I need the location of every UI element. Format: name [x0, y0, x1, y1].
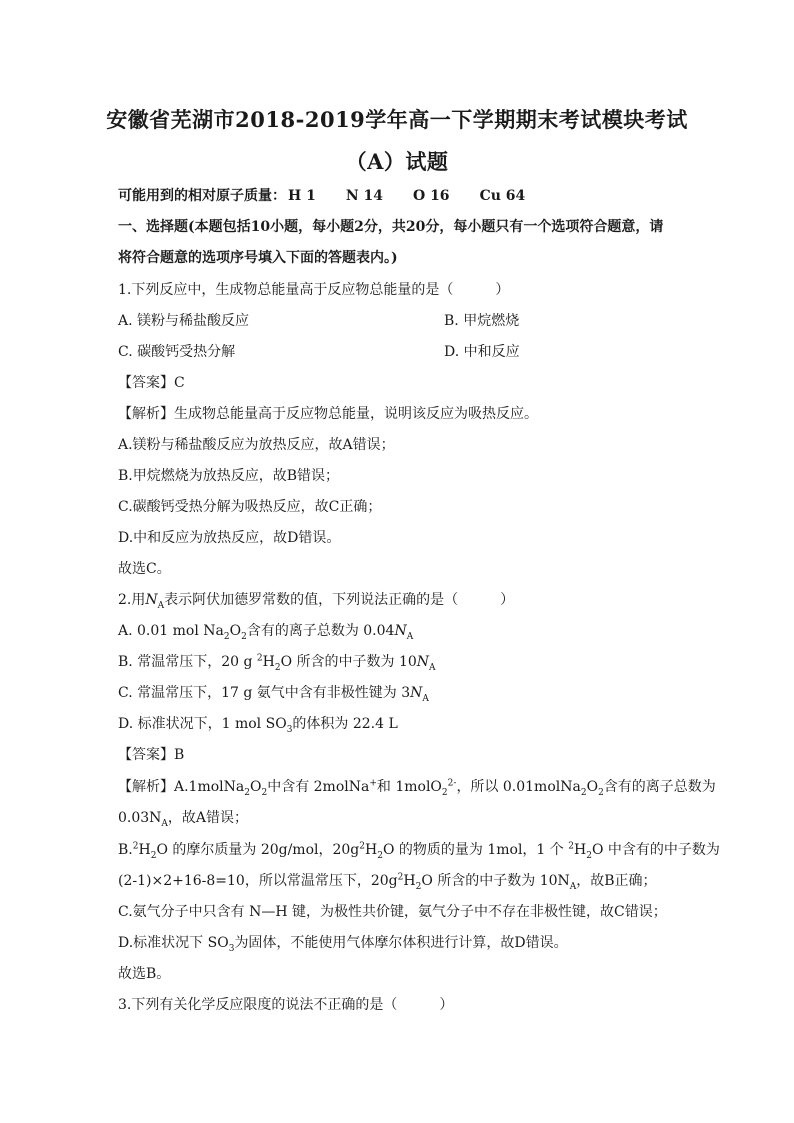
- q2-analysis-line1: [118, 777, 716, 797]
- doc-title-line2: （A）试题: [345, 149, 449, 174]
- q2-analysis-line4: [118, 871, 657, 891]
- superscript: +: [369, 778, 377, 789]
- q2-analysis-line5: C.氨气分子中只含有 N—H 键，为极性共价键，氨气分子中不存在非极性键，故C错误；: [118, 904, 667, 920]
- text: O 的物质的量为 1mol，1 个: [382, 842, 569, 858]
- text: ，故A错误；: [167, 810, 249, 826]
- section-heading-line1: 一、选择题(本题包括10小题，每小题2分，共20分，每小题只有一个选项符合题意，请: [118, 219, 664, 235]
- q2-stem: [118, 590, 514, 610]
- q1-analysis-a: A.镁粉与稀盐酸反应为放热反应，故A错误；: [118, 437, 395, 453]
- na-symbol: N: [410, 685, 423, 701]
- q2-option-a: [118, 621, 413, 641]
- q2-answer: 【答案】B: [118, 747, 185, 763]
- q2-option-b: [118, 652, 436, 672]
- text: 0.03N: [118, 810, 162, 826]
- q2-stem-post: 表示阿伏加德罗常数的值，下列说法正确的是（ ）: [164, 592, 515, 608]
- text: O 所含的中子数为 10: [280, 654, 417, 670]
- q1-option-a: A. 镁粉与稀盐酸反应: [118, 313, 250, 329]
- q1-analysis-d: D.中和反应为放热反应，故D错误。: [118, 530, 341, 546]
- subscript: 2: [150, 850, 157, 861]
- subscript: 2: [223, 631, 230, 642]
- atomic-mass-o: O 16: [413, 188, 450, 204]
- subscript: 2: [598, 787, 604, 798]
- text: D. 标准状况下，1 mol SO: [118, 716, 287, 732]
- subscript: 2: [274, 662, 281, 673]
- text: ，故B正确；: [576, 873, 657, 889]
- q1-option-b: B. 甲烷燃烧: [444, 313, 520, 329]
- subscript: A: [429, 662, 436, 673]
- subscript: 2: [377, 850, 383, 861]
- q2-option-d: [118, 714, 398, 734]
- q2-stem-pre: 2.用: [118, 592, 146, 608]
- q2-option-c: [118, 683, 429, 703]
- q1-analysis-b: B.甲烷燃烧为放热反应，故B错误；: [118, 468, 340, 484]
- na-subscript: A: [157, 600, 165, 611]
- superscript: 2: [568, 841, 574, 852]
- q2-analysis-line3: [118, 840, 720, 860]
- q1-stem: 1.下列反应中，生成物总能量高于反应物总能量的是（ ）: [118, 282, 510, 298]
- text: B.: [118, 842, 133, 858]
- text: O 中含有的中子数为: [591, 842, 720, 858]
- text: H: [365, 842, 378, 858]
- text: 为固体，不能使用气体摩尔体积进行计算，故D错误。: [234, 935, 568, 951]
- atomic-mass-h: H 1: [288, 188, 316, 204]
- q1-option-c: C. 碳酸钙受热分解: [118, 344, 236, 360]
- text: H: [262, 654, 275, 670]
- text: 中含有 2molNa: [267, 779, 370, 795]
- superscript: 2: [256, 653, 263, 664]
- text: O 的摩尔质量为 20g/mol，20g: [156, 842, 360, 858]
- text: H: [573, 842, 587, 858]
- text: O: [249, 779, 262, 795]
- superscript: 2: [359, 841, 366, 852]
- text: H: [403, 873, 416, 889]
- superscript: 2: [132, 841, 139, 852]
- subscript: 3: [228, 943, 235, 954]
- q2-analysis-line2: [118, 808, 248, 828]
- text: 的体积为 22.4 L: [292, 716, 398, 732]
- q1-analysis: 【解析】生成物总能量高于反应物总能量，说明该反应为吸热反应。: [118, 406, 538, 422]
- text: (2-1)×2+16-8=10，所以常温常压下，20g: [118, 873, 398, 889]
- na-symbol: N: [416, 654, 430, 670]
- subscript: A: [406, 631, 414, 642]
- text: 和 1molO: [376, 779, 442, 795]
- subscript: A: [422, 693, 429, 704]
- subscript: 3: [286, 724, 293, 735]
- text: O: [229, 623, 242, 639]
- q2-conclusion: 故选B。: [118, 966, 171, 982]
- subscript: 2: [441, 787, 448, 798]
- subscript: A: [161, 818, 168, 829]
- atomic-mass-label: 可能用到的相对原子质量：: [118, 188, 286, 204]
- subscript: 2: [415, 881, 422, 892]
- superscript: 2: [397, 872, 404, 883]
- text: A. 0.01 mol Na: [118, 623, 224, 639]
- text: ，所以 0.01molNa: [456, 779, 581, 795]
- text: C. 常温常压下，17 g 氨气中含有非极性键为 3: [118, 685, 411, 701]
- section-heading-line2: 将符合题意的选项序号填入下面的答题表内。): [118, 250, 398, 266]
- subscript: 2: [241, 631, 247, 642]
- q1-analysis-c: C.碳酸钙受热分解为吸热反应，故C正确；: [118, 499, 382, 515]
- text: D.标准状况下 SO: [118, 935, 229, 951]
- text: B. 常温常压下，20 g: [118, 654, 257, 670]
- subscript: A: [569, 881, 577, 892]
- text: 【解析】A.1molNa: [118, 779, 245, 795]
- atomic-mass-n: N 14: [345, 188, 383, 204]
- na-symbol: N: [394, 623, 407, 639]
- subscript: 2: [261, 787, 268, 798]
- subscript: 2: [244, 787, 250, 798]
- atomic-mass-line: [118, 186, 525, 206]
- q3-stem: 3.下列有关化学反应限度的说法不正确的是（ ）: [118, 997, 454, 1013]
- atomic-mass-cu: Cu 64: [479, 188, 526, 204]
- doc-title-line1: 安徽省芜湖市2018-2019学年高一下学期期末考试模块考试: [106, 107, 688, 132]
- text: H: [138, 842, 151, 858]
- subscript: 2: [580, 787, 587, 798]
- na-symbol: N: [145, 592, 158, 608]
- text: 含有的离子总数为 0.04: [246, 623, 395, 639]
- q1-conclusion: 故选C。: [118, 561, 171, 577]
- q1-answer: 【答案】C: [118, 375, 185, 391]
- subscript: 2: [586, 850, 592, 861]
- text: O: [586, 779, 599, 795]
- q1-option-d: D. 中和反应: [444, 344, 520, 360]
- text: 含有的离子总数为: [603, 779, 716, 795]
- text: O 所含的中子数为 10N: [421, 873, 570, 889]
- q2-analysis-line6: [118, 933, 568, 953]
- superscript: 2-: [447, 778, 457, 789]
